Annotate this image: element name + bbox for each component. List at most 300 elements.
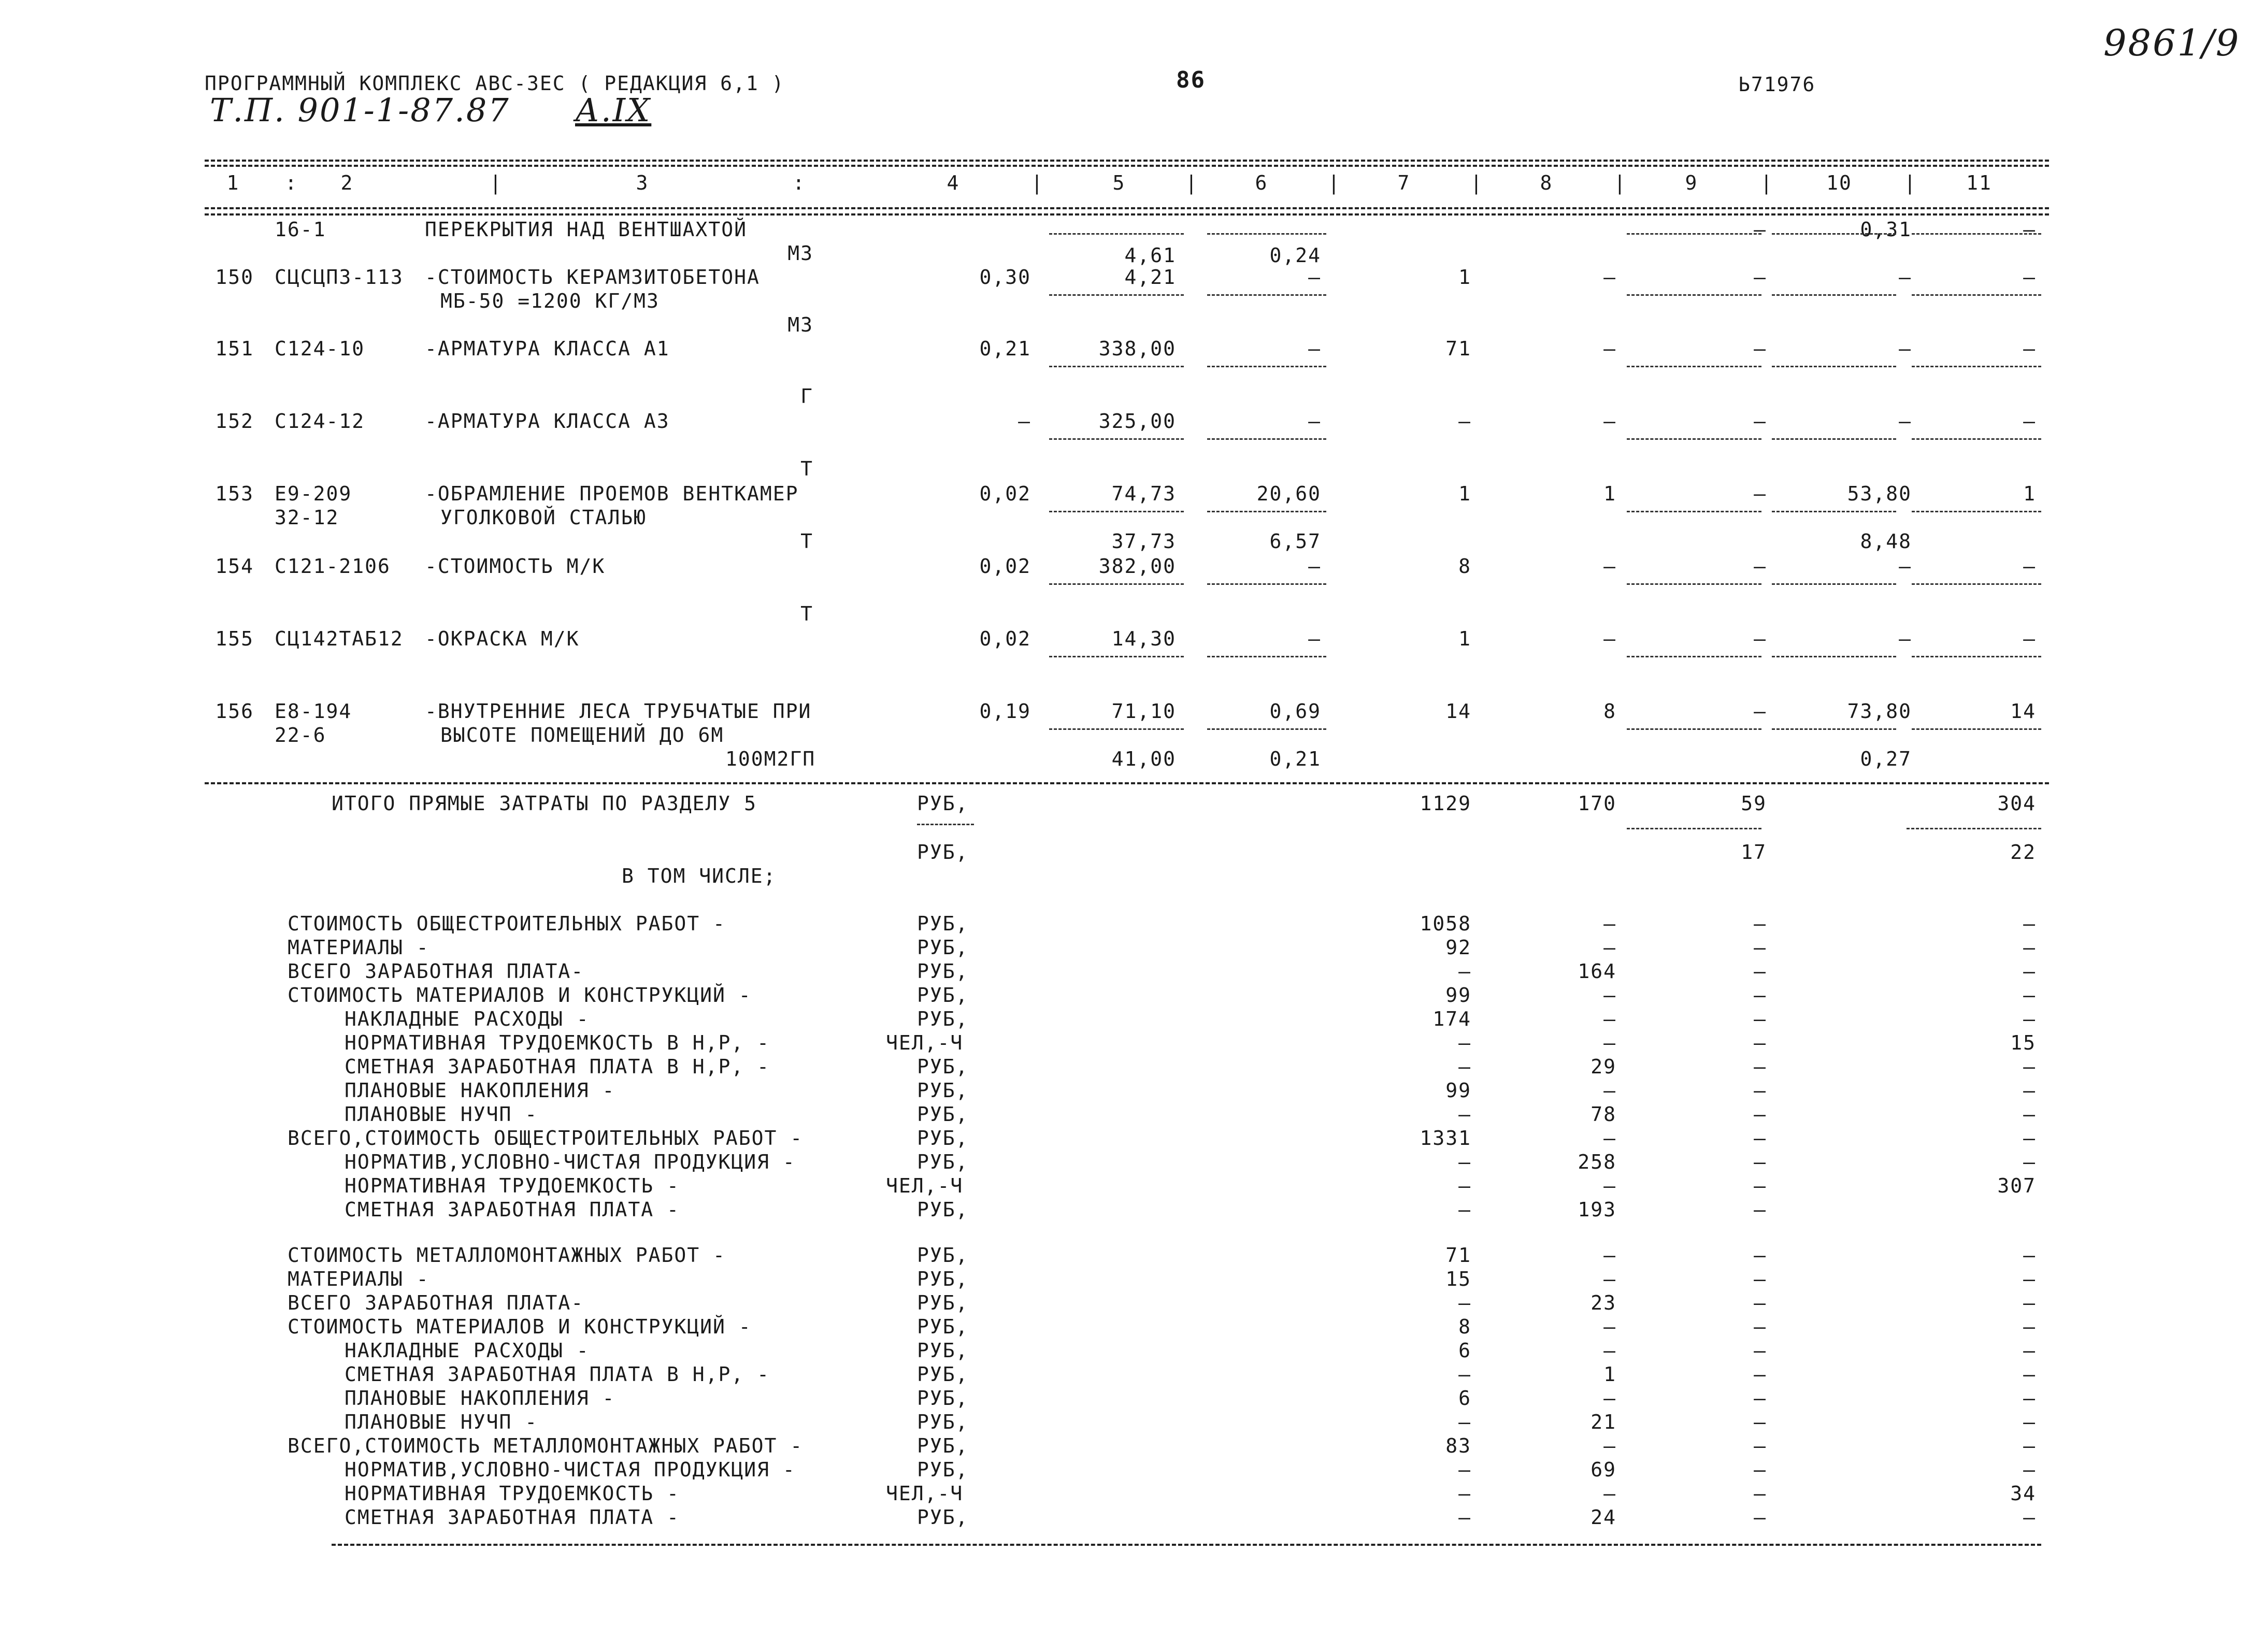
- row-price-machine: –: [1308, 337, 1321, 360]
- row-cost-machine: –: [1754, 266, 1767, 289]
- summary-c7: –: [1458, 1174, 1471, 1197]
- summary-c7: –: [1458, 1411, 1471, 1433]
- row-labor-2: 8,48: [1860, 530, 1912, 553]
- summary-c9: –: [1754, 1127, 1767, 1150]
- summary-c8: 258: [1578, 1151, 1616, 1173]
- summary-c11: –: [2023, 1315, 2036, 1338]
- row-labor-total: 1: [2023, 482, 2036, 505]
- row-code-2: 22-6: [275, 724, 326, 746]
- row-name: -АРМАТУРА КЛАССА А1: [425, 337, 670, 360]
- row-code: С121-2106: [275, 555, 391, 578]
- summary-c7: 71: [1445, 1244, 1471, 1267]
- summary-c8: 21: [1590, 1411, 1616, 1433]
- row-labor: 73,80: [1847, 700, 1912, 723]
- row-name-2: ВЫСОТЕ ПОМЕЩЕНИЙ ДО 6М: [440, 724, 724, 746]
- summary-c11: –: [2023, 1434, 2036, 1457]
- row-labor-total: 14: [2010, 700, 2036, 723]
- row-unit: Г: [800, 385, 813, 408]
- row-price-total: 14,30: [1111, 627, 1176, 650]
- summary-c9: –: [1754, 1151, 1767, 1173]
- table-bottom-rule: [332, 1544, 2041, 1546]
- row-rule-price-2: [1207, 511, 1326, 512]
- summary-label: СТОИМОСТЬ МЕТАЛЛОМОНТАЖНЫХ РАБОТ -: [288, 1244, 726, 1267]
- summary-label: СМЕТНАЯ ЗАРАБОТНАЯ ПЛАТА -: [345, 1506, 680, 1529]
- row-price-total: 4,21: [1124, 266, 1176, 289]
- row-rule-price: [1049, 728, 1184, 730]
- summary-c11: –: [2023, 1411, 2036, 1433]
- summary-c8: 24: [1590, 1506, 1616, 1529]
- summary-c7: –: [1458, 1198, 1471, 1221]
- column-separator: |: [1031, 171, 1044, 194]
- summary-c11: –: [2023, 1339, 2036, 1362]
- column-header-5: 5: [1112, 171, 1126, 194]
- summary-c9: –: [1754, 1268, 1767, 1290]
- summary-unit: РУБ,: [917, 1506, 969, 1529]
- row-labor-total: –: [2023, 218, 2036, 241]
- row-number: 152: [215, 410, 254, 433]
- summary-c9: –: [1754, 1339, 1767, 1362]
- total-c11-rule: [1907, 828, 2041, 829]
- row-rule-c9: [1627, 233, 1761, 235]
- row-rule-price-2: [1207, 583, 1326, 585]
- row-code: СЦ142ТАБ12: [275, 627, 404, 650]
- row-rule-price: [1049, 438, 1184, 440]
- column-header-6: 6: [1255, 171, 1268, 194]
- summary-label: ПЛАНОВЫЕ НУЧП -: [345, 1411, 538, 1433]
- column-separator: |: [1904, 171, 1917, 194]
- summary-c8: –: [1603, 1387, 1616, 1410]
- summary-c8: –: [1603, 1268, 1616, 1290]
- summary-c11: –: [2023, 1103, 2036, 1126]
- row-labor: –: [1899, 410, 1912, 433]
- row-rule-c9: [1627, 656, 1761, 657]
- row-code: С124-12: [275, 410, 365, 433]
- summary-c9: –: [1754, 1506, 1767, 1529]
- row-unit: М3: [787, 242, 813, 265]
- summary-label: СТОИМОСТЬ ОБЩЕСТРОИТЕЛЬНЫХ РАБОТ -: [288, 912, 726, 935]
- row-code-2: 32-12: [275, 506, 339, 529]
- summary-c7: –: [1458, 1291, 1471, 1314]
- row-rule-c10: [1772, 656, 1896, 657]
- summary-label: МАТЕРИАЛЫ -: [288, 936, 429, 959]
- row-rule-c10: [1772, 438, 1896, 440]
- row-name: -ВНУТРЕННИЕ ЛЕСА ТРУБЧАТЫЕ ПРИ: [425, 700, 812, 723]
- row-quantity: 0,30: [979, 266, 1031, 289]
- row-rule-c11: [1912, 656, 2041, 657]
- summary-unit: РУБ,: [917, 1198, 969, 1221]
- summary-c7: –: [1458, 960, 1471, 983]
- summary-label: МАТЕРИАЛЫ -: [288, 1268, 429, 1290]
- row-name: -АРМАТУРА КЛАССА А3: [425, 410, 670, 433]
- column-header-1: 1: [226, 171, 240, 194]
- row-price-machine-wage: 0,21: [1269, 748, 1321, 770]
- row-quantity: 0,19: [979, 700, 1031, 723]
- summary-unit: РУБ,: [917, 1244, 969, 1267]
- summary-unit: ЧЕЛ,-Ч: [886, 1482, 964, 1505]
- row-labor: 0,31: [1860, 218, 1912, 241]
- summary-label: ПЛАНОВЫЕ НАКОПЛЕНИЯ -: [345, 1387, 615, 1410]
- row-rule-c9: [1627, 366, 1761, 367]
- row-name-2: УГОЛКОВОЙ СТАЛЬЮ: [440, 506, 647, 529]
- summary-c11: –: [2023, 1151, 2036, 1173]
- row-name-2: МБ-50 =1200 КГ/М3: [440, 290, 660, 312]
- table-top-rule: [205, 160, 2049, 162]
- summary-c8: –: [1603, 1339, 1616, 1362]
- row-rule-c10: [1772, 728, 1896, 730]
- row-rule-c10: [1772, 366, 1896, 367]
- row-cost-wage: 8: [1603, 700, 1616, 723]
- row-rule-c11: [1912, 438, 2041, 440]
- row-rule-c11: [1912, 728, 2041, 730]
- column-separator: |: [1760, 171, 1773, 194]
- total-c9b: 17: [1741, 841, 1767, 864]
- row-price-wage: 41,00: [1111, 748, 1176, 770]
- row-price-machine: –: [1308, 555, 1321, 578]
- summary-label: ВСЕГО,СТОИМОСТЬ МЕТАЛЛОМОНТАЖНЫХ РАБОТ -: [288, 1434, 804, 1457]
- summary-c8: –: [1603, 1244, 1616, 1267]
- row-labor: –: [1899, 337, 1912, 360]
- summary-c11: –: [2023, 1055, 2036, 1078]
- summary-c8: –: [1603, 1127, 1616, 1150]
- row-rule-c10: [1772, 294, 1896, 296]
- column-header-9: 9: [1685, 171, 1698, 194]
- summary-unit: РУБ,: [917, 1103, 969, 1126]
- summary-c8: 69: [1590, 1458, 1616, 1481]
- row-labor: 53,80: [1847, 482, 1912, 505]
- row-rule-price: [1049, 656, 1184, 657]
- total-unit-rule: [917, 824, 974, 825]
- summary-label: НОРМАТИВ,УСЛОВНО-ЧИСТАЯ ПРОДУКЦИЯ -: [345, 1458, 796, 1481]
- summary-c11: –: [2023, 1079, 2036, 1102]
- row-rule-price-2: [1207, 366, 1326, 367]
- row-cost-machine: –: [1754, 410, 1767, 433]
- row-price-wage: 4,61: [1124, 244, 1176, 267]
- project-code: Т.П. 901-1-87.87: [210, 91, 510, 129]
- summary-label: СМЕТНАЯ ЗАРАБОТНАЯ ПЛАТА В Н,Р, -: [345, 1363, 770, 1386]
- summary-c8: –: [1603, 1482, 1616, 1505]
- row-code: 16-1: [275, 218, 326, 241]
- row-quantity: 0,21: [979, 337, 1031, 360]
- row-cost-total: 14: [1445, 700, 1471, 723]
- summary-c11: –: [2023, 912, 2036, 935]
- summary-unit: РУБ,: [917, 960, 969, 983]
- row-labor: –: [1899, 266, 1912, 289]
- summary-c7: –: [1458, 1363, 1471, 1386]
- summary-c9: –: [1754, 1055, 1767, 1078]
- summary-unit: РУБ,: [917, 984, 969, 1007]
- program-title: ПРОГРАММНЫЙ КОМПЛЕКС АВС-ЗЕС ( РЕДАКЦИЯ 6,1 ): [205, 72, 785, 95]
- summary-c7: 6: [1458, 1387, 1471, 1410]
- column-separator: |: [1328, 171, 1341, 194]
- row-code: С124-10: [275, 337, 365, 360]
- summary-c11: –: [2023, 1363, 2036, 1386]
- summary-c8: 29: [1590, 1055, 1616, 1078]
- summary-c8: –: [1603, 912, 1616, 935]
- row-unit: Т: [800, 602, 813, 625]
- table-header-rule: [205, 207, 2049, 209]
- row-number: 151: [215, 337, 254, 360]
- summary-unit: РУБ,: [917, 1291, 969, 1314]
- summary-label: ВСЕГО,СТОИМОСТЬ ОБЩЕСТРОИТЕЛЬНЫХ РАБОТ -: [288, 1127, 804, 1150]
- row-code: СЦСЦП3-113: [275, 266, 404, 289]
- summary-unit: РУБ,: [917, 1055, 969, 1078]
- summary-c9: –: [1754, 1103, 1767, 1126]
- column-separator: |: [1470, 171, 1483, 194]
- summary-c8: 1: [1603, 1363, 1616, 1386]
- summary-c7: –: [1458, 1031, 1471, 1054]
- summary-label: ПЛАНОВЫЕ НАКОПЛЕНИЯ -: [345, 1079, 615, 1102]
- summary-c8: –: [1603, 984, 1616, 1007]
- summary-c7: 99: [1445, 984, 1471, 1007]
- summary-c9: –: [1754, 1079, 1767, 1102]
- summary-c7: 174: [1432, 1008, 1471, 1030]
- row-labor: –: [1899, 555, 1912, 578]
- summary-c9: –: [1754, 960, 1767, 983]
- summary-c9: –: [1754, 1244, 1767, 1267]
- summary-c7: –: [1458, 1506, 1471, 1529]
- row-rule-price-2: [1207, 728, 1326, 730]
- summary-c11: 34: [2010, 1482, 2036, 1505]
- summary-unit: РУБ,: [917, 1458, 969, 1481]
- row-rule-c10: [1772, 233, 1896, 235]
- row-cost-machine: –: [1754, 337, 1767, 360]
- summary-c9: –: [1754, 1315, 1767, 1338]
- summary-unit: РУБ,: [917, 936, 969, 959]
- row-name: -СТОИМОСТЬ М/К: [425, 555, 606, 578]
- total-c11: 304: [1997, 792, 2036, 815]
- column-separator: |: [490, 171, 503, 194]
- summary-label: СМЕТНАЯ ЗАРАБОТНАЯ ПЛАТА В Н,Р, -: [345, 1055, 770, 1078]
- row-labor-total: –: [2023, 627, 2036, 650]
- summary-c7: 15: [1445, 1268, 1471, 1290]
- row-name: ПЕРЕКРЫТИЯ НАД ВЕНТШАХТОЙ: [425, 218, 747, 241]
- summary-unit: ЧЕЛ,-Ч: [886, 1174, 964, 1197]
- summary-c11: –: [2023, 1127, 2036, 1150]
- total-unit: РУБ,: [917, 792, 969, 815]
- summary-c9: –: [1754, 1008, 1767, 1030]
- summary-c11: –: [2023, 984, 2036, 1007]
- summary-c8: –: [1603, 936, 1616, 959]
- row-rule-c9: [1627, 511, 1761, 512]
- album-code: А.IX: [575, 91, 652, 129]
- row-quantity: 0,02: [979, 555, 1031, 578]
- summary-c11: –: [2023, 1387, 2036, 1410]
- total-unit-2: РУБ,: [917, 841, 969, 864]
- row-rule-c9: [1627, 728, 1761, 730]
- summary-label: НОРМАТИВНАЯ ТРУДОЕМКОСТЬ В Н,Р, -: [345, 1031, 770, 1054]
- column-header-11: 11: [1966, 171, 1992, 194]
- row-quantity: 0,02: [979, 627, 1031, 650]
- row-rule-c11: [1912, 583, 2041, 585]
- summary-c9: –: [1754, 1387, 1767, 1410]
- row-number: 150: [215, 266, 254, 289]
- summary-unit: РУБ,: [917, 1434, 969, 1457]
- summary-c9: –: [1754, 912, 1767, 935]
- row-price-total: 338,00: [1098, 337, 1176, 360]
- summary-unit: РУБ,: [917, 1411, 969, 1433]
- summary-c9: –: [1754, 1458, 1767, 1481]
- row-number: 155: [215, 627, 254, 650]
- summary-c8: –: [1603, 1174, 1616, 1197]
- summary-c9: –: [1754, 1198, 1767, 1221]
- summary-c11: –: [2023, 1506, 2036, 1529]
- summary-c8: –: [1603, 1031, 1616, 1054]
- column-separator: :: [793, 171, 806, 194]
- summary-c8: –: [1603, 1315, 1616, 1338]
- summary-c11: –: [2023, 1008, 2036, 1030]
- total-c9: 59: [1741, 792, 1767, 815]
- summary-c11: 15: [2010, 1031, 2036, 1054]
- row-cost-machine: –: [1754, 627, 1767, 650]
- row-price-total: 325,00: [1098, 410, 1176, 433]
- row-rule-c11: [1912, 294, 2041, 296]
- row-rule-price: [1049, 366, 1184, 367]
- summary-label: ВСЕГО ЗАРАБОТНАЯ ПЛАТА-: [288, 960, 584, 983]
- summary-c11: –: [2023, 936, 2036, 959]
- row-labor-2: 0,27: [1860, 748, 1912, 770]
- summary-c9: –: [1754, 936, 1767, 959]
- row-cost-wage: 1: [1603, 482, 1616, 505]
- column-header-8: 8: [1540, 171, 1553, 194]
- summary-c7: –: [1458, 1458, 1471, 1481]
- row-labor-total: –: [2023, 410, 2036, 433]
- row-price-machine: –: [1308, 266, 1321, 289]
- summary-c9: –: [1754, 1434, 1767, 1457]
- row-rule-price-2: [1207, 438, 1326, 440]
- summary-c8: 164: [1578, 960, 1616, 983]
- summary-c11: –: [2023, 1291, 2036, 1314]
- row-price-machine: –: [1308, 410, 1321, 433]
- column-header-10: 10: [1826, 171, 1852, 194]
- summary-label: НАКЛАДНЫЕ РАСХОДЫ -: [345, 1339, 590, 1362]
- row-cost-machine: –: [1754, 555, 1767, 578]
- column-header-2: 2: [340, 171, 354, 194]
- row-labor-total: –: [2023, 555, 2036, 578]
- row-unit: Т: [800, 530, 813, 553]
- summary-unit: ЧЕЛ,-Ч: [886, 1031, 964, 1054]
- row-cost-machine: –: [1754, 700, 1767, 723]
- summary-c9: –: [1754, 1482, 1767, 1505]
- summary-c7: 83: [1445, 1434, 1471, 1457]
- summary-c8: 193: [1578, 1198, 1616, 1221]
- summary-unit: РУБ,: [917, 1079, 969, 1102]
- summary-unit: РУБ,: [917, 1127, 969, 1150]
- row-cost-wage: –: [1603, 337, 1616, 360]
- summary-c7: 1331: [1420, 1127, 1471, 1150]
- summary-c7: 92: [1445, 936, 1471, 959]
- summary-c11: 307: [1997, 1174, 2036, 1197]
- summary-c7: –: [1458, 1151, 1471, 1173]
- column-separator: |: [1185, 171, 1198, 194]
- column-separator: :: [285, 171, 298, 194]
- row-price-total: 74,73: [1111, 482, 1176, 505]
- column-separator: |: [1614, 171, 1627, 194]
- row-labor-total: –: [2023, 266, 2036, 289]
- row-price-machine-wage: 6,57: [1269, 530, 1321, 553]
- row-rule-price: [1049, 233, 1184, 235]
- summary-label: НОРМАТИВНАЯ ТРУДОЕМКОСТЬ -: [345, 1482, 680, 1505]
- summary-c7: 8: [1458, 1315, 1471, 1338]
- summary-c11: –: [2023, 960, 2036, 983]
- total-c9-rule: [1627, 828, 1761, 829]
- row-price-machine: –: [1308, 627, 1321, 650]
- summary-c11: –: [2023, 1268, 2036, 1290]
- row-unit: 100М2ГП: [725, 748, 816, 770]
- row-rule-c10: [1772, 511, 1896, 512]
- total-c11b: 22: [2010, 841, 2036, 864]
- row-cost-total: 8: [1458, 555, 1471, 578]
- total-rule: [205, 782, 2049, 784]
- row-cost-machine: –: [1754, 218, 1767, 241]
- table-header-rule-2: [205, 213, 2049, 216]
- row-price-total: 382,00: [1098, 555, 1176, 578]
- column-header-3: 3: [636, 171, 649, 194]
- summary-c8: –: [1603, 1079, 1616, 1102]
- summary-c9: –: [1754, 984, 1767, 1007]
- summary-c8: 78: [1590, 1103, 1616, 1126]
- summary-c11: –: [2023, 1244, 2036, 1267]
- total-label: ИТОГО ПРЯМЫЕ ЗАТРАТЫ ПО РАЗДЕЛУ 5: [332, 792, 757, 815]
- page-number: 86: [1176, 67, 1206, 93]
- including-label: В ТОМ ЧИСЛЕ;: [622, 865, 777, 887]
- row-cost-wage: –: [1603, 410, 1616, 433]
- summary-unit: РУБ,: [917, 1387, 969, 1410]
- summary-unit: РУБ,: [917, 912, 969, 935]
- summary-c9: –: [1754, 1291, 1767, 1314]
- column-header-7: 7: [1397, 171, 1411, 194]
- row-number: 156: [215, 700, 254, 723]
- row-price-total: 71,10: [1111, 700, 1176, 723]
- row-rule-price-2: [1207, 656, 1326, 657]
- row-rule-c11: [1912, 366, 2041, 367]
- summary-c9: –: [1754, 1363, 1767, 1386]
- summary-label: ВСЕГО ЗАРАБОТНАЯ ПЛАТА-: [288, 1291, 584, 1314]
- row-rule-price-2: [1207, 233, 1326, 235]
- row-unit: М3: [787, 313, 813, 336]
- summary-c9: –: [1754, 1174, 1767, 1197]
- row-price-wage: 37,73: [1111, 530, 1176, 553]
- summary-label: СТОИМОСТЬ МАТЕРИАЛОВ И КОНСТРУКЦИЙ -: [288, 984, 752, 1007]
- row-labor: –: [1899, 627, 1912, 650]
- row-price-machine: 0,69: [1269, 700, 1321, 723]
- row-rule-c11: [1912, 511, 2041, 512]
- summary-c8: –: [1603, 1434, 1616, 1457]
- row-cost-wage: –: [1603, 266, 1616, 289]
- summary-label: НОРМАТИВ,УСЛОВНО-ЧИСТАЯ ПРОДУКЦИЯ -: [345, 1151, 796, 1173]
- summary-unit: РУБ,: [917, 1363, 969, 1386]
- row-name: -СТОИМОСТЬ КЕРАМЗИТОБЕТОНА: [425, 266, 760, 289]
- row-rule-price: [1049, 511, 1184, 512]
- row-rule-c11: [1912, 233, 2041, 235]
- row-cost-total: 1: [1458, 266, 1471, 289]
- total-c8: 170: [1578, 792, 1616, 815]
- document-number: Ь71976: [1738, 73, 1816, 96]
- row-price-machine: 20,60: [1256, 482, 1321, 505]
- summary-c7: –: [1458, 1103, 1471, 1126]
- row-labor-total: –: [2023, 337, 2036, 360]
- row-number: 153: [215, 482, 254, 505]
- row-number: 154: [215, 555, 254, 578]
- summary-unit: РУБ,: [917, 1151, 969, 1173]
- row-cost-total: –: [1458, 410, 1471, 433]
- row-rule-c9: [1627, 583, 1761, 585]
- row-cost-total: 1: [1458, 627, 1471, 650]
- row-rule-price-2: [1207, 294, 1326, 296]
- summary-c9: –: [1754, 1031, 1767, 1054]
- row-cost-total: 71: [1445, 337, 1471, 360]
- summary-unit: РУБ,: [917, 1339, 969, 1362]
- summary-label: ПЛАНОВЫЕ НУЧП -: [345, 1103, 538, 1126]
